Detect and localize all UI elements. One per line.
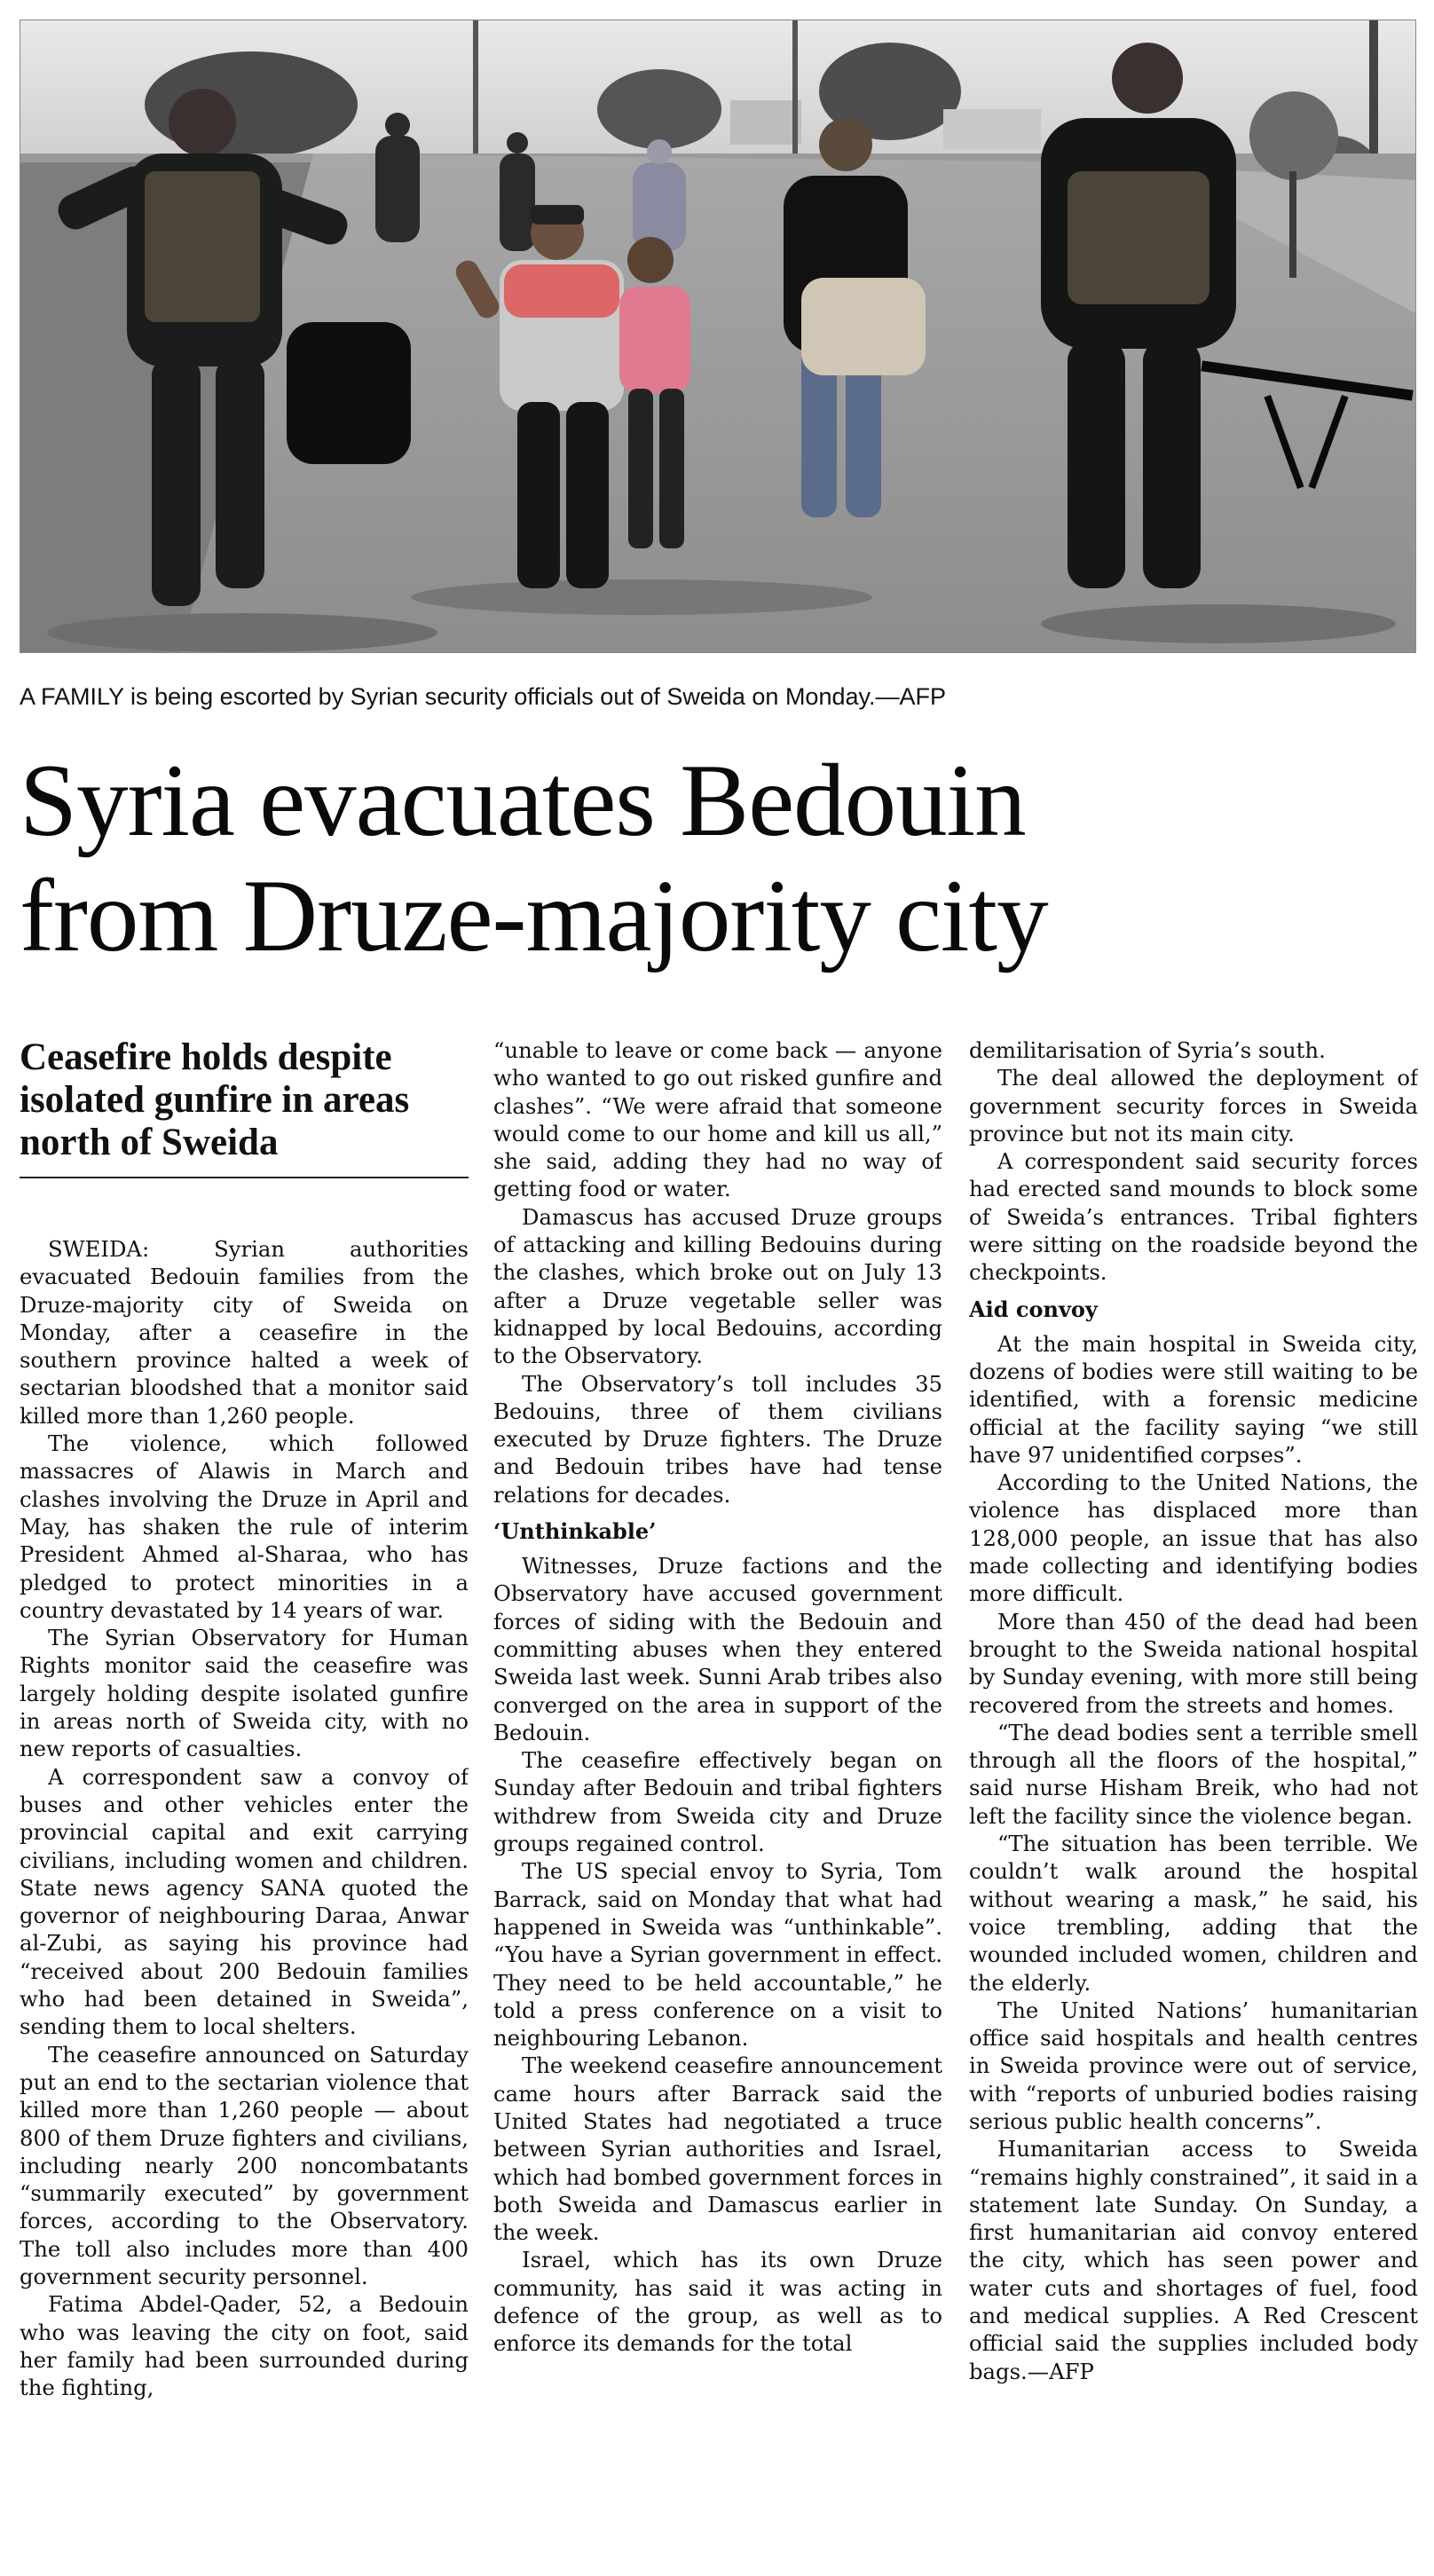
photo-caption: A FAMILY is being escorted by Syrian security officials out of Sweida on Monday.—AFP: [20, 683, 947, 710]
paragraph: The Syrian Observatory for Human Rights monitor said the ceasefire was largely holding despite isolated gunfire in areas north of Sweida city, with no new reports of casualties.: [20, 1625, 469, 1762]
paragraph: The weekend ceasefire announcement came hours after Barrack said the United States had negotiated a truce between Syrian authorities and Israel, which had bombed government forces in both Sweida and Damascus earlier in the week.: [493, 2052, 942, 2246]
paragraph: Humanitarian access to Sweida “remains highly constrained”, it said in a statement late Sunday. On Sunday, a first humanitarian aid convoy entered the city, which has seen power and water cuts and shortages of fuel, food and medical supplies. A Red Crescent official said the supplies included body bags.—AFP: [969, 2136, 1418, 2384]
paragraph: The ceasefire announced on Saturday put an end to the sectarian violence that killed more than 1,260 people — about 800 of them Druze fighters and civilians, including nearly 200 noncombatants “summarily executed” by government forces, according to the Observatory. The toll also includes more than 400 government security personnel.: [20, 2041, 469, 2289]
paragraph: “The dead bodies sent a terrible smell through all the floors of the hospital,” said nurse Hisham Breik, who had not left the facility since the violence began.: [969, 1719, 1418, 1829]
paragraph: The ceasefire effectively began on Sunday after Bedouin and tribal fighters withdrew from Sweida city and Druze groups regained control.: [493, 1747, 942, 1857]
paragraph: The US special envoy to Syria, Tom Barrack, said on Monday that what had happened in Sweida was “unthinkable”. “You have a Syrian government in effect. They need to be held accountable,” he told a press conference on a visit to neighbouring Lebanon.: [493, 1858, 942, 2052]
paragraph: A correspondent saw a convoy of buses and other vehicles enter the provincial capital and exit carrying civilians, including women and children. State news agency SANA quoted the governor of neighbouring Daraa, Anwar al-Zubi, as saying his province had “received about 200 Bedouin families who had been detained in Sweida”, sending them to local shelters.: [20, 1763, 469, 2040]
section-subhead-aid-convoy: Aid convoy: [969, 1296, 1098, 1322]
paragraph: The United Nations’ humanitarian office said hospitals and health centres in Sweida province were out of service, with “reports of unburied bodies raising serious public health concerns”.: [969, 1997, 1418, 2134]
headline-line-1: Syria evacuates Bedouin: [20, 744, 1026, 858]
article-column-2: [493, 1036, 942, 2563]
article-column-3: [969, 1036, 1418, 2563]
paragraph: “The situation has been terrible. We couldn’t walk around the hospital without wearing a mask,” he said, his voice trembling, adding that the wounded included women, children and the elderly.: [969, 1831, 1418, 1996]
paragraph: Witnesses, Druze factions and the Observatory have accused government forces of siding with the Bedouin and committing abuses when they entered Sweida last week. Sunni Arab tribes also converged on the area in support of the Bedouin.: [493, 1553, 942, 1745]
column-2-body: [493, 1036, 942, 2358]
paragraph: At the main hospital in Sweida city, dozens of bodies were still waiting to be identified, with a forensic medicine official at the facility saying “we still have 97 unidentified corpses”.: [969, 1330, 1418, 1468]
article-column-1: [20, 1036, 469, 2563]
news-photo: [20, 20, 1416, 653]
paragraph: The deal allowed the deployment of government security forces in Sweida province but not its main city.: [969, 1065, 1418, 1146]
paragraph: A correspondent said security forces had erected sand mounds to block some of Sweida’s entrances. Tribal fighters were sitting on the roadside beyond the checkpoints.: [969, 1148, 1418, 1286]
column-1-body: [20, 1235, 469, 2401]
headline: [20, 744, 1422, 974]
section-subhead-unthinkable: ‘Unthinkable’: [493, 1518, 657, 1545]
paragraph: The Observatory’s toll includes 35 Bedouins, three of them civilians executed by Druze fighters. The Druze and Bedouin tribes have had tense relations for decades.: [493, 1370, 942, 1508]
paragraph: The violence, which followed massacres of Alawis in March and clashes involving the Druze in April and May, has shaken the rule of interim President Ahmed al-Sharaa, who has pledged to protect minorities in a country devastated by 14 years of war.: [20, 1430, 469, 1623]
paragraph: Fatima Abdel-Qader, 52, a Bedouin who was leaving the city on foot, said her family had been surrounded during the fighting,: [20, 2291, 469, 2401]
photo-illustration: [20, 20, 1415, 652]
paragraph: demilitarisation of Syria’s south.: [969, 1037, 1326, 1063]
headline-line-2: from Druze-majority city: [20, 859, 1048, 973]
column-3-body: [969, 1036, 1418, 2385]
paragraph: More than 450 of the dead had been brought to the Sweida national hospital by Sunday evening, with more still being recovered from the streets and homes.: [969, 1608, 1418, 1718]
paragraph: Israel, which has its own Druze community, has said it was acting in defence of the group, as well as to enforce its demands for the total: [493, 2247, 942, 2357]
paragraph: Damascus has accused Druze groups of attacking and killing Bedouins during the clashes, which broke out on July 13 after a Druze vegetable seller was kidnapped by local Bedouins, according to the Observatory.: [493, 1203, 942, 1369]
paragraph: “unable to leave or come back — anyone who wanted to go out risked gunfire and clashes”. “We were afraid that someone would come to our home and kill us all,” she said, adding they had no way of getting food or water.: [493, 1037, 942, 1202]
paragraph: According to the United Nations, the violence has displaced more than 128,000 people, an issue that has also made collecting and identifying bodies more difficult.: [969, 1469, 1418, 1607]
deck-subheadline: Ceasefire holds despite isolated gunfire in areas north of Sweida: [20, 1036, 469, 1178]
paragraph: SWEIDA: Syrian authorities evacuated Bedouin families from the Druze-majority city of Sweida on Monday, after a ceasefire in the southern province halted a week of sectarian bloodshed that a monitor said killed more than 1,260 people.: [20, 1236, 469, 1429]
